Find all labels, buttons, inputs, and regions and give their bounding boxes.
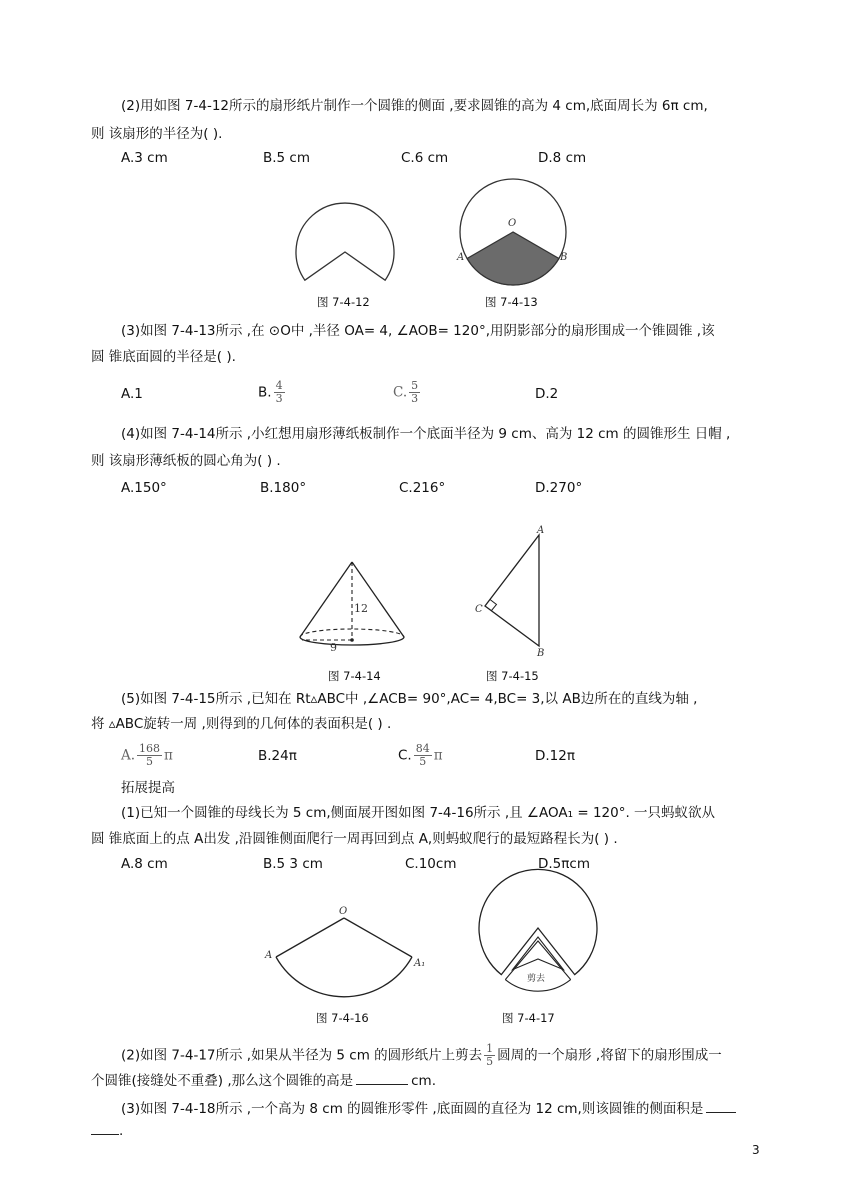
label-c: C: [475, 604, 483, 615]
answer-blank-end[interactable]: [91, 1120, 119, 1135]
q2-stem-line2: 则 该扇形的半径为( ).: [91, 126, 223, 142]
ext-q3-line2: [91, 1120, 123, 1141]
q4-option-a: A.150°: [121, 480, 167, 496]
q3-option-a: A.1: [121, 386, 143, 402]
fraction-denominator: 3: [275, 392, 283, 405]
fraction-numerator: 1: [486, 1042, 494, 1055]
ext-q2-line2: [91, 1070, 436, 1091]
q4-stem-line2: 则 该扇形薄纸板的圆心角为( ) .: [91, 453, 281, 469]
caption-7-4-16: 图 7-4-16: [316, 1011, 369, 1025]
q5-option-a-prefix: A.: [121, 747, 136, 764]
q3-stem-line2: 圆 锥底面圆的半径是( ).: [91, 349, 236, 365]
q3-option-c-prefix: C.: [393, 384, 408, 401]
ext-q2-text-part2: 圆周的一个扇形 ,将留下的扇形围成一: [497, 1047, 722, 1064]
ext-q3-stem: (3)如图 7-4-18所示 ,一个高为 8 cm 的圆锥形零件 ,底面圆的直径为 12 cm,则该圆锥的侧面积是: [121, 1101, 704, 1117]
fraction-numerator: 168: [139, 742, 161, 755]
q5-option-b: B.24π: [258, 748, 297, 764]
caption-7-4-17: 图 7-4-17: [502, 1011, 555, 1025]
q2-option-b: B.5 cm: [263, 150, 311, 166]
q4-option-c: C.216°: [399, 480, 446, 496]
ext-q3-line1: [121, 1098, 736, 1119]
fraction-numerator: 84: [415, 742, 430, 755]
q5-stem-line1: (5)如图 7-4-15所示 ,已知在 Rt▵ABC中 ,∠ACB= 90°,AC= 4,BC= 3,以 AB边所在的直线为轴 ,: [121, 691, 698, 707]
label-a: A: [537, 525, 545, 536]
answer-blank[interactable]: [356, 1070, 408, 1085]
ext-q2-line2-part2: cm.: [411, 1073, 436, 1089]
caption-7-4-13: 图 7-4-13: [485, 295, 538, 309]
ext-q1-option-c: C.10cm: [405, 856, 457, 872]
label-cut: 剪去: [527, 974, 546, 984]
ext-q1-option-b: B.5 3 cm: [263, 856, 323, 872]
q5-option-d: D.12π: [535, 748, 575, 764]
fraction-denominator: 5: [146, 755, 154, 768]
ext-q2-text-part1: (2)如图 7-4-17所示 ,如果从半径为 5 cm 的圆形纸片上剪去: [121, 1047, 483, 1064]
q4-option-b: B.180°: [260, 480, 307, 496]
q4-stem-line1: (4)如图 7-4-14所示 ,小红想用扇形薄纸板制作一个底面半径为 9 cm、高为 12 cm 的圆锥形生 日帽 ,: [121, 426, 731, 442]
ext-q2-fraction: [484, 1043, 495, 1068]
label-a1: A₁: [414, 958, 426, 969]
ext-q1-stem-line2: 圆 锥底面上的点 A出发 ,沿圆锥侧面爬行一周再回到点 A,则蚂蚁爬行的最短路程长为( ) .: [91, 831, 618, 847]
q2-stem-line1: (2)用如图 7-4-12所示的扇形纸片制作一个圆锥的侧面 ,要求圆锥的高为 4 cm,底面周长为 6π cm,: [121, 98, 708, 114]
ext-q1-option-a: A.8 cm: [121, 856, 168, 872]
q2-option-a: A.3 cm: [121, 150, 168, 166]
q5-stem-line2: 将 ▵ABC旋转一周 ,则得到的几何体的表面积是( ) .: [91, 716, 392, 732]
fraction-denominator: 5: [419, 755, 427, 768]
q5-option-c-prefix: C.: [398, 747, 412, 764]
caption-7-4-12: 图 7-4-12: [317, 295, 370, 309]
label-b: B: [537, 648, 545, 659]
answer-blank-start[interactable]: [706, 1098, 736, 1113]
q3-option-d: D.2: [535, 386, 559, 402]
label-height-12: 12: [354, 602, 368, 615]
caption-7-4-14: 图 7-4-14: [328, 669, 381, 683]
fraction-numerator: 5: [411, 379, 419, 392]
q3-option-b-prefix: B.: [258, 384, 272, 401]
label-o: O: [339, 906, 348, 917]
page-number: 3: [752, 1143, 760, 1157]
ext-q1-stem-line1: (1)已知一个圆锥的母线长为 5 cm,侧面展开图如图 7-4-16所示 ,且 ∠AOA₁ = 120°. 一只蚂蚁欲从: [121, 805, 716, 821]
ext-q1-option-d: D.5πcm: [538, 856, 590, 872]
label-a: A: [457, 252, 465, 263]
q4-option-d: D.270°: [535, 480, 583, 496]
section-heading: 拓展提高: [121, 780, 175, 796]
ext-q2-line1: [121, 1043, 722, 1068]
label-a: A: [265, 950, 273, 961]
q2-option-d: D.8 cm: [538, 150, 587, 166]
q5-option-a-suffix: π: [164, 747, 173, 764]
q2-option-c: C.6 cm: [401, 150, 449, 166]
label-o: O: [508, 218, 517, 229]
ext-q2-line2-part1: 个圆锥(接缝处不重叠) ,那么这个圆锥的高是: [91, 1073, 354, 1089]
caption-7-4-15: 图 7-4-15: [486, 669, 539, 683]
fraction-numerator: 4: [275, 379, 283, 392]
label-radius-9: 9: [330, 641, 337, 654]
ext-q3-period: .: [119, 1123, 124, 1139]
label-b: B: [560, 252, 568, 263]
fraction-denominator: 3: [411, 392, 419, 405]
q3-stem-line1: (3)如图 7-4-13所示 ,在 ⊙O中 ,半径 OA= 4, ∠AOB= 120°,用阴影部分的扇形围成一个锥圆锥 ,该: [121, 323, 715, 339]
fraction-denominator: 5: [486, 1055, 494, 1068]
q5-option-c-suffix: π: [433, 747, 443, 764]
